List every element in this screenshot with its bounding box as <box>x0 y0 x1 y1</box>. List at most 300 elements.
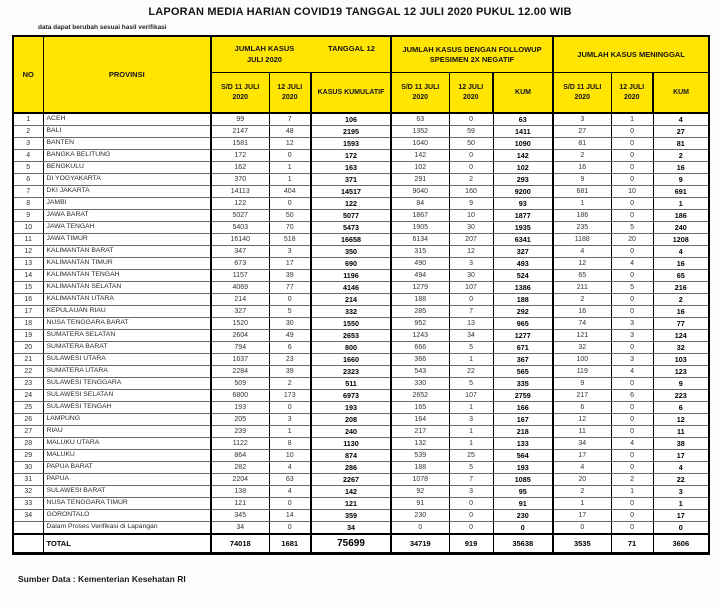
value-cell: 673 <box>211 258 269 270</box>
total-value-cell: 71 <box>611 534 653 554</box>
value-cell: 214 <box>311 294 391 306</box>
value-cell: 1411 <box>493 126 553 138</box>
value-cell: 0 <box>269 150 311 162</box>
value-cell: 4 <box>611 258 653 270</box>
value-cell: 39 <box>269 270 311 282</box>
value-cell: 5027 <box>211 210 269 222</box>
table-row <box>13 378 709 390</box>
col-header: KUM <box>493 73 553 114</box>
province-name: RIAU <box>43 426 211 438</box>
value-cell: 0 <box>611 270 653 282</box>
value-cell: 14517 <box>311 186 391 198</box>
value-cell: 188 <box>391 462 449 474</box>
table-row <box>13 174 709 186</box>
value-cell: 6 <box>653 402 709 414</box>
value-cell: 9 <box>653 378 709 390</box>
value-cell: 13 <box>449 318 493 330</box>
table-row <box>13 498 709 510</box>
row-number: 33 <box>13 498 43 510</box>
value-cell: 490 <box>391 258 449 270</box>
value-cell: 235 <box>553 222 611 234</box>
value-cell: 3 <box>449 486 493 498</box>
province-name: BANGKA BELITUNG <box>43 150 211 162</box>
value-cell: 1352 <box>391 126 449 138</box>
value-cell: 16 <box>653 162 709 174</box>
value-cell: 511 <box>311 378 391 390</box>
value-cell: 564 <box>493 450 553 462</box>
value-cell: 1 <box>269 174 311 186</box>
value-cell: 166 <box>493 402 553 414</box>
province-name: KALIMANTAN BARAT <box>43 246 211 258</box>
value-cell: 188 <box>391 294 449 306</box>
value-cell: 95 <box>493 486 553 498</box>
value-cell: 172 <box>211 150 269 162</box>
total-value-cell: 3606 <box>653 534 709 554</box>
value-cell: 285 <box>391 306 449 318</box>
value-cell: 121 <box>311 498 391 510</box>
value-cell: 335 <box>493 378 553 390</box>
value-cell: 543 <box>391 366 449 378</box>
value-cell: 27 <box>653 126 709 138</box>
value-cell: 0 <box>611 522 653 535</box>
value-cell: 93 <box>493 198 553 210</box>
value-cell: 1 <box>653 198 709 210</box>
group-header-jumlah-kasus <box>211 36 391 73</box>
value-cell: 2267 <box>311 474 391 486</box>
value-cell: 292 <box>493 306 553 318</box>
value-cell: 5 <box>269 306 311 318</box>
value-cell: 142 <box>493 150 553 162</box>
value-cell: 3 <box>449 258 493 270</box>
row-number: 11 <box>13 234 43 246</box>
province-name: SUMATERA UTARA <box>43 366 211 378</box>
col-header: S/D 11 JULI 2020 <box>391 73 449 114</box>
value-cell: 315 <box>391 246 449 258</box>
value-cell: 9040 <box>391 186 449 198</box>
table-row <box>13 198 709 210</box>
province-name: DI YOGYAKARTA <box>43 174 211 186</box>
row-number: 32 <box>13 486 43 498</box>
value-cell: 10 <box>611 186 653 198</box>
value-cell: 4 <box>553 462 611 474</box>
total-value-cell: 75699 <box>311 534 391 554</box>
value-cell: 286 <box>311 462 391 474</box>
value-cell: 4146 <box>311 282 391 294</box>
col-header: S/D 11 JULI 2020 <box>553 73 611 114</box>
value-cell: 1196 <box>311 270 391 282</box>
province-name: KALIMANTAN SELATAN <box>43 282 211 294</box>
row-number: 21 <box>13 354 43 366</box>
value-cell: 16658 <box>311 234 391 246</box>
value-cell: 0 <box>493 522 553 535</box>
row-number: 2 <box>13 126 43 138</box>
value-cell: 327 <box>211 306 269 318</box>
value-cell: 794 <box>211 342 269 354</box>
value-cell: 2195 <box>311 126 391 138</box>
value-cell: 38 <box>653 438 709 450</box>
value-cell: 1277 <box>493 330 553 342</box>
value-cell: 1188 <box>553 234 611 246</box>
value-cell: 1550 <box>311 318 391 330</box>
value-cell: 3 <box>611 330 653 342</box>
value-cell: 133 <box>493 438 553 450</box>
table-row <box>13 318 709 330</box>
value-cell: 1078 <box>391 474 449 486</box>
value-cell: 173 <box>269 390 311 402</box>
value-cell: 9 <box>553 378 611 390</box>
value-cell: 12 <box>269 138 311 150</box>
value-cell: 371 <box>311 174 391 186</box>
value-cell: 518 <box>269 234 311 246</box>
value-cell: 3 <box>611 318 653 330</box>
value-cell: 1 <box>611 486 653 498</box>
table-row <box>13 510 709 522</box>
value-cell: 1 <box>611 113 653 126</box>
value-cell: 0 <box>611 462 653 474</box>
value-cell: 3 <box>269 414 311 426</box>
value-cell: 0 <box>611 174 653 186</box>
value-cell: 16140 <box>211 234 269 246</box>
table-row <box>13 330 709 342</box>
province-name: BENGKULU <box>43 162 211 174</box>
table-row <box>13 450 709 462</box>
col-header: KASUS KUMULATIF <box>311 73 391 114</box>
total-value-cell: 74018 <box>211 534 269 554</box>
value-cell: 6341 <box>493 234 553 246</box>
value-cell: 1085 <box>493 474 553 486</box>
col-header-no: NO <box>13 36 43 113</box>
table-row <box>13 150 709 162</box>
value-cell: 0 <box>611 498 653 510</box>
value-cell: 186 <box>553 210 611 222</box>
row-number: 10 <box>13 222 43 234</box>
value-cell: 1 <box>653 498 709 510</box>
value-cell: 1386 <box>493 282 553 294</box>
value-cell: 2 <box>611 474 653 486</box>
value-cell: 107 <box>449 390 493 402</box>
value-cell: 4069 <box>211 282 269 294</box>
value-cell: 12 <box>653 414 709 426</box>
value-cell: 6 <box>269 342 311 354</box>
value-cell: 5403 <box>211 222 269 234</box>
table-row <box>13 402 709 414</box>
group1-side-label: TANGGAL 12 <box>328 44 375 54</box>
value-cell: 7 <box>269 113 311 126</box>
value-cell: 4 <box>653 246 709 258</box>
row-number: 16 <box>13 294 43 306</box>
value-cell: 106 <box>311 113 391 126</box>
value-cell: 230 <box>391 510 449 522</box>
value-cell: 0 <box>269 402 311 414</box>
value-cell: 10 <box>449 210 493 222</box>
value-cell: 188 <box>493 294 553 306</box>
table-row <box>13 222 709 234</box>
value-cell: 0 <box>611 210 653 222</box>
row-number: 1 <box>13 113 43 126</box>
province-name: JAWA TENGAH <box>43 222 211 234</box>
col-header: S/D 11 JULI 2020 <box>211 73 269 114</box>
total-label: TOTAL <box>43 534 211 554</box>
value-cell: 671 <box>493 342 553 354</box>
row-number: 28 <box>13 438 43 450</box>
value-cell: 0 <box>449 522 493 535</box>
value-cell: 1130 <box>311 438 391 450</box>
value-cell: 50 <box>449 138 493 150</box>
value-cell: 2 <box>653 150 709 162</box>
province-name: SUMATERA SELATAN <box>43 330 211 342</box>
value-cell: 345 <box>211 510 269 522</box>
table-row <box>13 426 709 438</box>
value-cell: 34 <box>553 438 611 450</box>
value-cell: 1 <box>553 198 611 210</box>
value-cell: 874 <box>311 450 391 462</box>
province-name: BANTEN <box>43 138 211 150</box>
value-cell: 1637 <box>211 354 269 366</box>
value-cell: 2323 <box>311 366 391 378</box>
value-cell: 1867 <box>391 210 449 222</box>
province-name: KEPULAUAN RIAU <box>43 306 211 318</box>
value-cell: 30 <box>449 222 493 234</box>
value-cell: 25 <box>449 450 493 462</box>
value-cell: 0 <box>611 510 653 522</box>
col-header-provinsi: PROVINSI <box>43 36 211 113</box>
table-row <box>13 294 709 306</box>
value-cell: 9 <box>449 198 493 210</box>
value-cell: 0 <box>611 402 653 414</box>
province-name: KALIMANTAN UTARA <box>43 294 211 306</box>
province-name: SULAWESI BARAT <box>43 486 211 498</box>
table-row <box>13 210 709 222</box>
value-cell: 0 <box>269 522 311 535</box>
row-number: 22 <box>13 366 43 378</box>
value-cell: 5 <box>611 222 653 234</box>
value-cell: 0 <box>611 342 653 354</box>
value-cell: 2284 <box>211 366 269 378</box>
value-cell: 214 <box>211 294 269 306</box>
value-cell: 124 <box>653 330 709 342</box>
value-cell: 164 <box>391 414 449 426</box>
table-row <box>13 126 709 138</box>
value-cell: 4 <box>269 486 311 498</box>
value-cell: 77 <box>653 318 709 330</box>
value-cell: 205 <box>211 414 269 426</box>
row-number: 5 <box>13 162 43 174</box>
row-number: 24 <box>13 390 43 402</box>
value-cell: 965 <box>493 318 553 330</box>
value-cell: 350 <box>311 246 391 258</box>
province-name: JAWA BARAT <box>43 210 211 222</box>
value-cell: 4 <box>653 113 709 126</box>
value-cell: 494 <box>391 270 449 282</box>
value-cell: 100 <box>553 354 611 366</box>
value-cell: 22 <box>653 474 709 486</box>
value-cell: 0 <box>611 426 653 438</box>
value-cell: 11 <box>553 426 611 438</box>
value-cell: 327 <box>493 246 553 258</box>
value-cell: 1935 <box>493 222 553 234</box>
province-name: NUSA TENGGARA BARAT <box>43 318 211 330</box>
value-cell: 539 <box>391 450 449 462</box>
value-cell: 330 <box>391 378 449 390</box>
value-cell: 0 <box>269 294 311 306</box>
value-cell: 122 <box>211 198 269 210</box>
value-cell: 102 <box>493 162 553 174</box>
value-cell: 2 <box>269 378 311 390</box>
province-name: MALUKU <box>43 450 211 462</box>
row-number: 8 <box>13 198 43 210</box>
value-cell: 359 <box>311 510 391 522</box>
value-cell: 10 <box>269 450 311 462</box>
value-cell: 1 <box>449 354 493 366</box>
value-cell: 293 <box>493 174 553 186</box>
value-cell: 690 <box>311 258 391 270</box>
value-cell: 2604 <box>211 330 269 342</box>
table-row <box>13 282 709 294</box>
group-header-meninggal: JUMLAH KASUS MENINGGAL <box>553 36 709 73</box>
source-note: Sumber Data : Kementerian Kesehatan RI <box>18 574 186 584</box>
row-number: 7 <box>13 186 43 198</box>
group-header-row <box>13 36 709 73</box>
value-cell: 282 <box>211 462 269 474</box>
table-row <box>13 234 709 246</box>
province-name: SULAWESI TENGGARA <box>43 378 211 390</box>
province-name: SULAWESI UTARA <box>43 354 211 366</box>
row-number: 15 <box>13 282 43 294</box>
value-cell: 1 <box>449 426 493 438</box>
value-cell: 2 <box>553 294 611 306</box>
row-number: 23 <box>13 378 43 390</box>
value-cell: 2652 <box>391 390 449 402</box>
table-row <box>13 162 709 174</box>
value-cell: 142 <box>311 486 391 498</box>
table-row <box>13 486 709 498</box>
value-cell: 2 <box>449 174 493 186</box>
value-cell: 0 <box>269 498 311 510</box>
value-cell: 22 <box>449 366 493 378</box>
value-cell: 0 <box>449 498 493 510</box>
value-cell: 493 <box>493 258 553 270</box>
value-cell: 107 <box>449 282 493 294</box>
value-cell: 1090 <box>493 138 553 150</box>
value-cell: 1 <box>269 162 311 174</box>
value-cell: 84 <box>391 198 449 210</box>
value-cell: 239 <box>211 426 269 438</box>
value-cell: 65 <box>553 270 611 282</box>
value-cell: 4 <box>553 246 611 258</box>
value-cell: 404 <box>269 186 311 198</box>
province-name: PAPUA BARAT <box>43 462 211 474</box>
value-cell: 6 <box>553 402 611 414</box>
value-cell: 0 <box>611 294 653 306</box>
value-cell: 167 <box>493 414 553 426</box>
value-cell: 0 <box>611 162 653 174</box>
value-cell: 3 <box>611 354 653 366</box>
value-cell: 0 <box>449 162 493 174</box>
value-cell: 1122 <box>211 438 269 450</box>
value-cell: 9 <box>553 174 611 186</box>
value-cell: 2 <box>553 150 611 162</box>
row-number: 29 <box>13 450 43 462</box>
value-cell: 1 <box>449 438 493 450</box>
value-cell: 216 <box>653 282 709 294</box>
value-cell: 3 <box>449 414 493 426</box>
province-name: BALI <box>43 126 211 138</box>
row-number: 18 <box>13 318 43 330</box>
row-number: 25 <box>13 402 43 414</box>
value-cell: 14113 <box>211 186 269 198</box>
row-number <box>13 522 43 535</box>
col-header: 12 JULI 2020 <box>449 73 493 114</box>
value-cell: 681 <box>553 186 611 198</box>
value-cell: 81 <box>653 138 709 150</box>
value-cell: 0 <box>449 510 493 522</box>
value-cell: 16 <box>653 258 709 270</box>
value-cell: 11 <box>653 426 709 438</box>
province-name: SUMATERA BARAT <box>43 342 211 354</box>
value-cell: 142 <box>391 150 449 162</box>
province-name: Dalam Proses Verifikasi di Lapangan <box>43 522 211 535</box>
value-cell: 186 <box>653 210 709 222</box>
page-subtitle: data dapat berubah sesuai hasil verifikasi <box>38 24 167 31</box>
total-value-cell: 919 <box>449 534 493 554</box>
row-number: 30 <box>13 462 43 474</box>
value-cell: 691 <box>653 186 709 198</box>
value-cell: 1520 <box>211 318 269 330</box>
value-cell: 123 <box>653 366 709 378</box>
value-cell: 17 <box>553 450 611 462</box>
value-cell: 5 <box>449 462 493 474</box>
value-cell: 34 <box>449 330 493 342</box>
value-cell: 1660 <box>311 354 391 366</box>
value-cell: 0 <box>653 522 709 535</box>
table-row <box>13 522 709 535</box>
table-row <box>13 342 709 354</box>
value-cell: 211 <box>553 282 611 294</box>
col-header: KUM <box>653 73 709 114</box>
table-row <box>13 258 709 270</box>
value-cell: 0 <box>611 198 653 210</box>
value-cell: 121 <box>553 330 611 342</box>
value-cell: 0 <box>611 138 653 150</box>
value-cell: 3 <box>553 113 611 126</box>
value-cell: 8 <box>269 438 311 450</box>
value-cell: 0 <box>611 306 653 318</box>
total-value-cell: 34719 <box>391 534 449 554</box>
value-cell: 1593 <box>311 138 391 150</box>
province-name: SULAWESI TENGAH <box>43 402 211 414</box>
table-row <box>13 246 709 258</box>
value-cell: 16 <box>553 162 611 174</box>
value-cell: 12 <box>449 246 493 258</box>
value-cell: 20 <box>611 234 653 246</box>
row-number: 9 <box>13 210 43 222</box>
value-cell: 30 <box>269 318 311 330</box>
value-cell: 1279 <box>391 282 449 294</box>
value-cell: 103 <box>653 354 709 366</box>
col-header: 12 JULI 2020 <box>611 73 653 114</box>
value-cell: 3 <box>653 486 709 498</box>
value-cell: 1243 <box>391 330 449 342</box>
value-cell: 27 <box>553 126 611 138</box>
group-header-followup: JUMLAH KASUS DENGAN FOLLOWUP SPESIMEN 2X NEGATIF <box>391 36 553 73</box>
value-cell: 14 <box>269 510 311 522</box>
value-cell: 5077 <box>311 210 391 222</box>
value-cell: 0 <box>611 450 653 462</box>
covid-report-table <box>12 35 710 555</box>
value-cell: 1040 <box>391 138 449 150</box>
value-cell: 800 <box>311 342 391 354</box>
value-cell: 32 <box>653 342 709 354</box>
